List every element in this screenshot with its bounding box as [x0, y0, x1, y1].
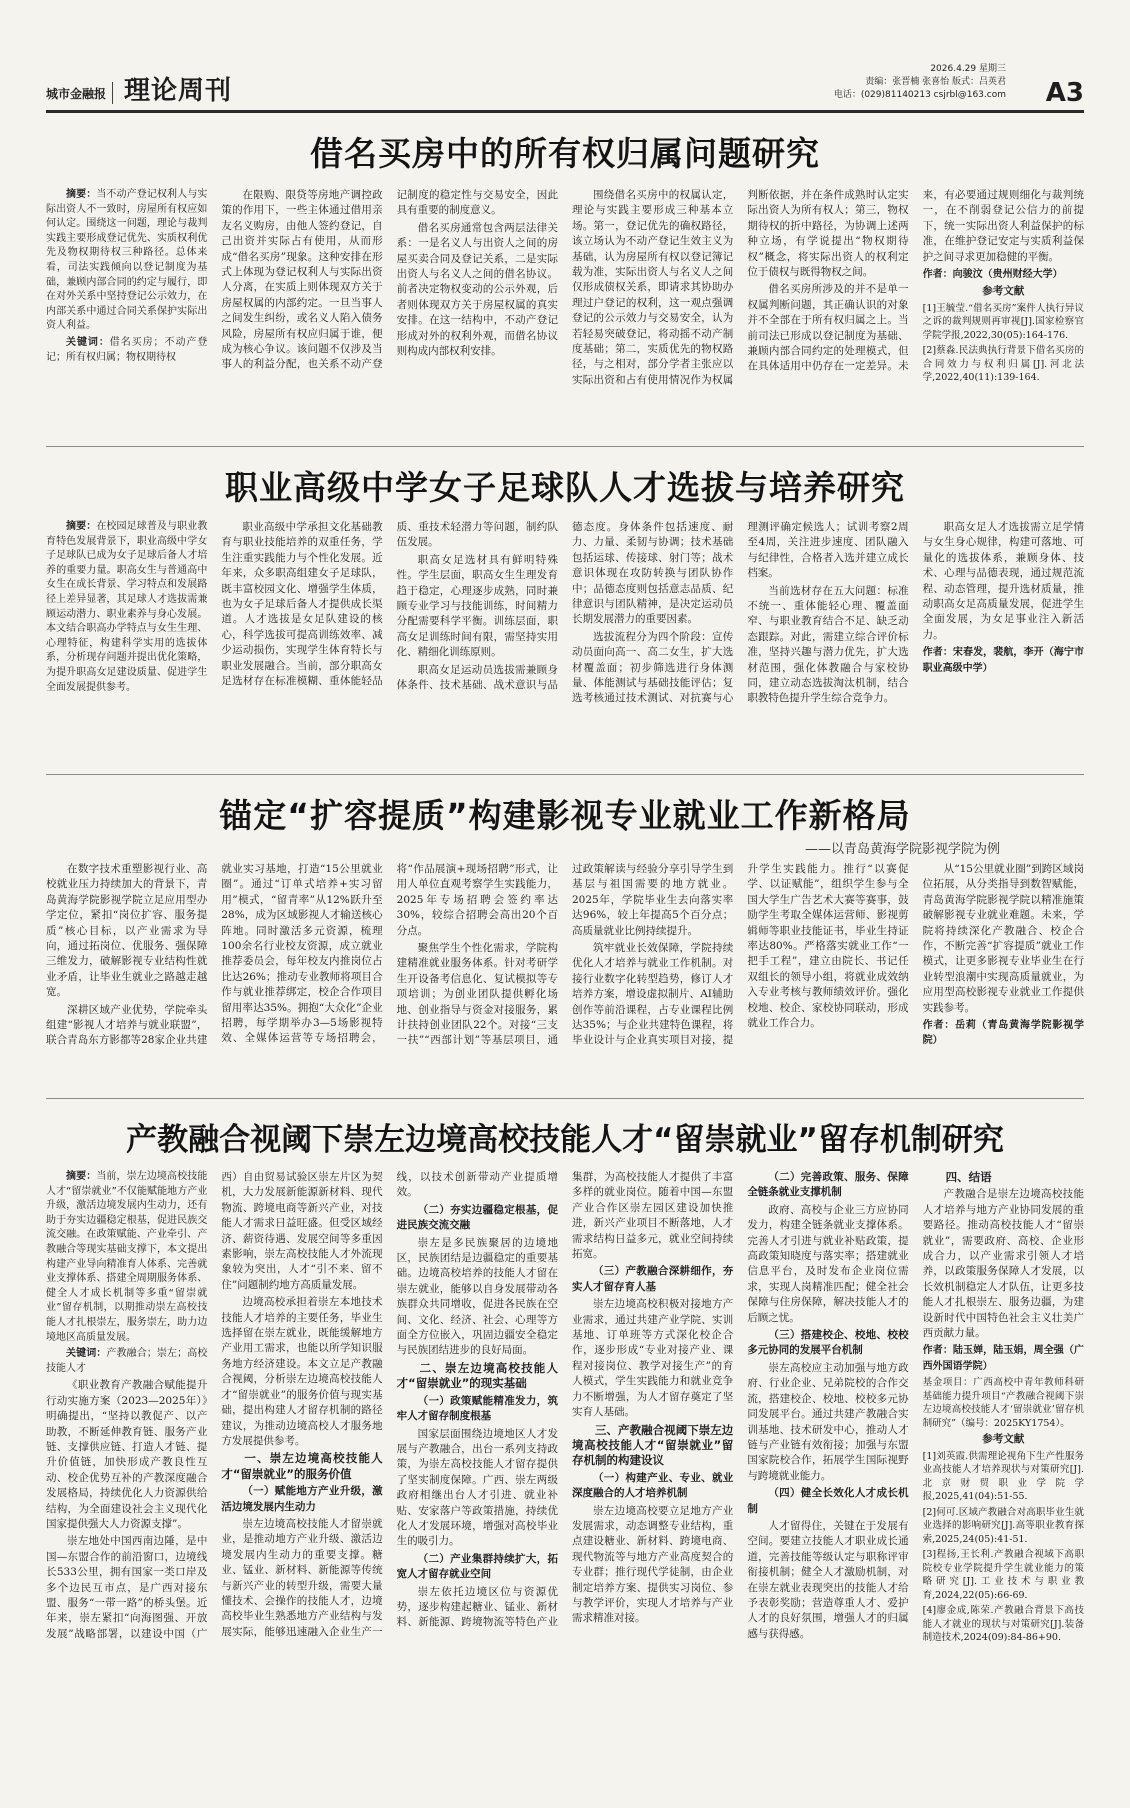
subsection-heading: （一）构建产业、专业、就业深度融合的人才培养机制: [571, 1471, 734, 1500]
contact-line: 电话：(029)81140213 csjrbl@163.com: [833, 90, 1006, 100]
paragraph: 借名买房所涉及的并不是单一权属判断问题，其正确认识的对象并不全部在于所有权归属之上。当前司法已形成以登记制度为基础、兼顾内部合同约定的处理模式，但在具体适用中仍存在一定差异。未来，有必要通过规则细化与裁判统一，在不削弱登记公信力的前提下，统一实际出资人利益保护的标准，在维护登记安定与实质利益保护之间寻求更加稳健的平衡。: [747, 189, 1084, 373]
subsection-heading: （一）赋能地方产业升级，激活边境发展内生动力: [221, 1485, 383, 1513]
paragraph: 职业高级中学承担文化基础教育与职业技能培养的双重任务，学生注重实践能力与个性化发展。近年来，众多职高组建女子足球队，既丰富校园文化、增强学生体质，也为女子足球后备人才提供成长渠道。人才选拔是女足队建设的核心，科学选拔可提高训练效率、减少运动损伤，实现学生体育特长与职业发展融合。当前，部分职高女足选材存在标准模糊、重体能轻品质、重技术轻潜力等问题，制约队伍发展。: [221, 521, 558, 688]
paragraph: 借名买房通常包含两层法律关系：一是名义人与出资人之间的房屋买卖合同及登记关系，二是实际出资人与名义人之间的借名协议。前者决定物权变动的公示外观，后者则体现双方关于房屋权属的真实安排。在这一结构中，不动产登记形成对外的权利外观，而借名协议则构成内部权利安排。: [396, 221, 558, 358]
reference-item: [2]何可.区域产教融合对高职毕业生就业选择的影响研究[J].高等职业教育探索,2025,24(05):41-51.: [922, 1506, 1084, 1545]
reference-item: [3]程扬,王长利.产教融合视域下高职院校专业学院提升学生就业能力的策略研究[J].工业技术与职业教育,2024,22(05):66-69.: [922, 1549, 1084, 1601]
paragraph: 职高女足选材具有鲜明特殊性。学生层面，职高女生生理发育趋于稳定，心理逐步成熟，同时兼顾专业学习与技能训练，时间精力分配需要科学平衡。训练层面，职高女足训练时间有限，需坚持实用化、精细化训练原则。: [396, 553, 558, 659]
paragraph: 聚焦学生个性化需求，学院构建精准就业服务体系。针对考研学生开设备考信息化、复试模拟等专项培训；为创业团队提供孵化场地、创业指导与资金对接服务，累计扶持创业团队22个。对接“三支一扶”“西部计划”等基层项目，通过政策解读与经验分享引导学生到基层与祖国需要的地方就业。2025年，学院毕业生去向落实率达96%，较上年提高5个百分点；高质量就业比例持续提升。: [396, 863, 734, 1047]
paragraph: 国家层面围绕边境地区人才发展与产教融合，出台一系列支持政策，为崇左高校技能人才留存提供了坚实制度保障。广西、崇左两级政府相继出台人才引进、就业补贴、安家落户等政策措施，持续优化人才发展环境，增强对高校毕业生的吸引力。: [396, 1427, 558, 1548]
subsection-heading: （三）搭建校企、校地、校校多元协同的发展平台机制: [747, 1329, 909, 1357]
paragraph: 围绕借名买房中的权属认定，理论与实践主要形成三种基本立场。第一，登记优先的确权路径，该立场认为不动产登记生效主义为基础，认为房屋所有权以登记簿记载为准，实际出资人与名义人之间仅形成债权关系，即请求其协助办理过户登记的权利，这一观点强调登记的公示效力与交易安全，认为若轻易突破登记，将动摇不动产制度基础；第二，实质优先的物权路径，与之相对，部分学者主张应以实际出资和占有使用情况作为权属判断依据，并在条件成熟时认定实际出资人为所有权人；第三，物权期待权的折中路径，为协调上述两种立场，有学说提出“物权期待权”概念，将实际出资人的权利定位于债权与既得物权之间。: [571, 189, 909, 386]
paragraph: 崇左是多民族聚居的边境地区，民族团结是边疆稳定的重要基础。边境高校培养的技能人才留在崇左就业，能够以自身发展带动各族群众共同增收，促进各民族在空间、文化、经济、社会、心理等方面全方位嵌入，巩固边疆安全稳定与民族团结进步的良好局面。: [396, 1236, 558, 1357]
section-heading: 二、崇左边境高校技能人才“留崇就业”的现实基础: [396, 1360, 558, 1391]
fund-note: 基金项目：广西高校中青年教师科研基础能力提升项目“产教融合视阈下崇左边境高校技能人才‘留崇就业’留存机制研究”（编号：2025KY1754）。: [922, 1377, 1084, 1429]
article-2-body: 摘要：在校园足球普及与职业教育特色发展背景下，职业高级中学女子足球队已成为女子足球后备人才培养的重要力量。职高女生与普通高中女生在成长背景、学习特点和发展路径上差异显著，其足球人才选拔需兼顾运动潜力、职业素养与身心发展。本文结合职高办学特点与女生生理、心理特征，构建科学实用的选拔体系，分析现存问题并提出优化策略，为提升职高女足建设质量、促进学生全面发展提供参考。 职业高级中学承担文化基础教育与职业技能培养的双重任务，学生注重实践能力与个性化发展。近年来，众多职高组建女子足球队，既丰富校园文化、增强学生体质，也为女子足球后备人才提供成长渠道。人才选拔是女足队建设的核心，科学选拔可提高训练效率、减少运动损伤，实现学生体育特长与职业发展融合。当前，部分职高女足选材存在标准模糊、重体能轻品质、重技术轻潜力等问题，制约队伍发展。 职高女足选材具有鲜明特殊性。学生层面，职高女生生理发育趋于稳定，心理逐步成熟，同时兼顾专业学习与技能训练，时间精力分配需要科学平衡。训练层面，职高女足训练时间有限，需坚持实用化、精细化训练原则。 职高女足运动员选拔需兼顾身体条件、技术基础、战术意识与品德态度。身体条件包括速度、耐力、力量、柔韧与协调；技术基础包括运球、传接球、射门等；战术意识体现在攻防转换与团队协作中；品德态度则包括意志品质、纪律意识与团队精神，是决定运动员长期发展潜力的重要因素。 选拔流程分为四个阶段：宣传动员面向高一、高二女生，扩大选材覆盖面；初步筛选进行身体测量、体能测试与基础技能评估；复选考核通过技术测试、对抗赛与心理测评确定候选人；试训考察2周至4周，关注进步速度、团队融入与纪律性，合格者入选并建立成长档案。 当前选材存在五大问题：标准不统一、重体能轻心理、覆盖面窄、与职业教育结合不足、缺乏动态跟踪。对此，需建立综合评价标准，坚持兴趣与潜力优先，扩大选材范围，强化体教融合与家校协同，建立动态选拔淘汰机制，结合职教特色提升学生综合竞争力。 职高女足人才选拔需立足学情与女生身心规律，构建可落地、可量化的选拔体系，兼顾身体、技术、心理与品德表现，通过规范流程、动态管理，提升选材质量，推动职高女足高质量发展，促进学生全面发展，为女足事业注入新活力。 作者：宋春发，裴航，李开（海宁市职业高级中学）: [46, 520, 1084, 766]
section-heading: 三、产教融合视阈下崇左边境高校技能人才“留崇就业”留存机制的构建设议: [571, 1422, 734, 1468]
article-1-title: 借名买房中的所有权归属问题研究: [310, 134, 820, 173]
paragraph: 产教融合是崇左边境高校技能人才培养与地方产业协同发展的重要路径。推动高校技能人才“留崇就业”，需要政府、高校、企业形成合力，以产业需求引领人才培养，以政策服务保障人才发展，以长效机制稳定人才队伍，让更多技能人才扎根崇左、服务边疆，为建设新时代中国特色社会主义壮美广西贡献力量。: [922, 1188, 1084, 1340]
divider: [46, 774, 1084, 775]
subsection-heading: （二）产业集群持续扩大，拓宽人才留存就业空间: [396, 1552, 558, 1581]
article-3-author: 作者：岳莉（青岛黄海学院影视学院）: [922, 1020, 1084, 1047]
paragraph: 在限购、限贷等房地产调控政策的作用下，一些主体通过借用亲友名义购房，由他人签约登记，自己出资并实际占有使用，从而形成“借名买房”现象。这种安排在形式上体现为登记权利人与实际出资人分离，在实质上则体现双方关于房屋权属的内部约定。一旦当事人之间发生纠纷，或名义人陷入债务风险，房屋所有权应归属于谁，便成为核心争议。该问题不仅涉及当事人的利益分配，也关系不动产登记制度的稳定性与交易安全，因此具有重要的制度意义。: [221, 189, 558, 371]
article-3-body: [46, 862, 1084, 1090]
reference-item: [1]王毓莹.“借名买房”案件人执行异议之诉的裁判规则再审视[J].国家检察官学院学报,2022,30(05):164-176.: [922, 302, 1084, 341]
article-4-keywords: 产教融合；崇左；高校技能人才: [46, 1348, 208, 1374]
subsection-heading: （二）完善政策、服务、保障全链条就业支撑机制: [747, 1171, 909, 1199]
section-heading: 四、结语: [945, 1170, 992, 1184]
reference-item: [2]蔡淼.民法典执行背景下借名买房的合同效力与权利归属[J].河北法学,2022,40(11):139-164.: [922, 345, 1084, 384]
article-1-author: 作者：向骏汶（贵州财经大学）: [922, 269, 1063, 281]
brand-name: 城市金融报: [46, 87, 107, 101]
paragraph: 崇左边境高校要立足地方产业发展需求，动态调整专业结构，重点建设糖业、新材料、跨境电商、现代物流等与地方产业高度契合的专业群；推行现代学徒制，由企业制定培养方案、提供实习岗位、参与教学评价，实现人才培养与产业需求精准对接。: [571, 1504, 734, 1625]
article-4-author: 作者：陆玉婵，陆玉娟，周全强（广西外国语学院）: [922, 1345, 1084, 1372]
paragraph: 崇左边境高校技能人才留崇就业，是推动地方产业升级、激活边境发展内生动力的重要支撑。糖业、锰业、新材料、新能源等传统与新兴产业的转型升级，需要大量懂技术、会操作的技能人才，边境高校毕业生熟悉地方产业结构与发展实际，能够迅速融入企业生产一线，以技术创新带动产业提质增效。: [221, 1171, 558, 1638]
article-1-keywords: 借名买房；不动产登记；所有权归属；物权期待权: [46, 336, 208, 363]
paragraph: 崇左地处中国西南边陲，是中国—东盟合作的前沿窗口，边境线长533公里，拥有国家一类口岸及多个边民互市点，是广西对接东盟、服务“一带一路”的桥头堡。近年来，崇左紧扣“向海图强、开放发展”战略部署，以建设中国（广西）自由贸易试验区崇左片区为契机，大力发展新能源新材料、现代物流、跨境电商等新兴产业，对技能人才需求日益旺盛。但受区域经济、薪资待遇、发展空间等多重因素影响，崇左高校技能人才外流现象较为突出，人才“引不来、留不住”问题制约地方高质量发展。: [46, 1171, 383, 1640]
paragraph: 当前选材存在五大问题：标准不统一、重体能轻心理、覆盖面窄、与职业教育结合不足、缺乏动态跟踪。对此，需建立综合评价标准，坚持兴趣与潜力优先，扩大选材范围，强化体教融合与家校协同，建立动态选拔淘汰机制，结合职教特色提升学生综合竞争力。: [747, 584, 909, 705]
article-2-author: 作者：宋春发，裴航，李开（海宁市职业高级中学）: [922, 647, 1084, 674]
reference-item: [4]廖金成,陈荣.产教融合背景下高技能人才就业的现状与对策研究[J].装备制造技术,2024(09):84-86+90.: [922, 1605, 1084, 1644]
paragraph: 职高女足人才选拔需立足学情与女生身心规律，构建可落地、可量化的选拔体系，兼顾身体、技术、心理与品德表现，通过规范流程、动态管理，提升选材质量，推动职高女足高质量发展，促进学生全面发展，为女足事业注入新活力。: [922, 521, 1084, 641]
paragraph: 从“15公里就业圈”到跨区域岗位拓展，从分类指导到数智赋能，青岛黄海学院影视学院以精准施策破解影视专业就业难题。未来，学院将持续深化产教融合、校企合作，不断完善“扩容提质”就业工作模式，让更多影视专业毕业生在行业转型浪潮中实现高质量就业，为应用型高校影视专业就业工作提供实践参考。: [922, 863, 1084, 1014]
article-4-title: 产教融合视阈下崇左边境高校技能人才“留崇就业”留存机制研究: [126, 1122, 1004, 1158]
article-2-title: 职业高级中学女子足球队人才选拔与培养研究: [225, 468, 905, 507]
article-1-body: 摘要：当不动产登记权利人与实际出资人不一致时，房屋所有权应如何认定。围绕这一问题，理论与裁判实践主要形成登记优先、实质权利优先及物权期待权三种路径。总体来看，司法实践倾向以登记制度为基础，兼顾内部合同的约定与履行，即在对外关系中坚持登记公示效力，在内部关系中通过合同关系保护实际出资人利益。 关键词：借名买房；不动产登记；所有权归属；物权期待权 在限购、限贷等房地产调控政策的作用下，一些主体通过借用亲友名义购房，由他人签约登记，自己出资并实际占有使用，从而形成“借名买房”现象。这种安排在形式上体现为登记权利人与实际出资人分离，在实质上则体现双方关于房屋权属的内部约定。一旦当事人之间发生纠纷，或名义人陷入债务风险，房屋所有权应归属于谁，便成为核心争议。该问题不仅涉及当事人的利益分配，也关系不动产登记制度的稳定性与交易安全，因此具有重要的制度意义。 借名买房通常包含两层法律关系：一是名义人与出资人之间的房屋买卖合同及登记关系，二是实际出资人与名义人之间的借名协议。前者决定物权变动的公示外观，后者则体现双方关于房屋权属的真实安排。在这一结构中，不动产登记形成对外的权利外观，而借名协议则构成内部权利安排。 围绕借名买房中的权属认定，理论与实践主要形成三种基本立场。第一，登记优先的确权路径，该立场认为不动产登记生效主义为基础，认为房屋所有权以登记簿记载为准，实际出资人与名义人之间仅形成债权关系，即请求其协助办理过户登记的权利，这一观点强调登记的公示效力与交易安全，认为若轻易突破登记，将动摇不动产制度基础；第二，实质优先的物权路径，与之相对，部分学者主张应以实际出资和占有使用情况作为权属判断依据，并在条件成熟时认定实际出资人为所有权人；第三，物权期待权的折中路径，为协调上述两种立场，有学说提出“物权期待权”概念，将实际出资人的权利定位于债权与既得物权之间。 借名买房所涉及的并不是单一权属判断问题，其正确认识的对象并不全部在于所有权归属之上。当前司法已形成以登记制度为基础、兼顾内部合同约定的处理模式，但在具体适用中仍存在一定差异。未来，有必要通过规则细化与裁判统一，在不削弱登记公信力的前提下，统一实际出资人利益保护的标准，在维护登记安定与实质利益保护之间寻求更加稳健的平衡。 作者：向骏汶（贵州财经大学） 参考文献 [1]王毓莹.“借名买房”案件人执行异议之诉的裁判规则再审视[J].国家检察官学院学报,2022,30(05):164-176. [2]蔡淼.民法典执行背景下借名买房的合同效力与权利归属[J].河北法学,2022,40(11):139-164.: [46, 188, 1084, 440]
section-heading: 一、崇左边境高校技能人才“留崇就业”的服务价值: [221, 1451, 383, 1481]
subsection-heading: （二）夯实边疆稳定根基，促进民族交流交融: [396, 1203, 558, 1232]
paragraph: 在数字技术重塑影视行业、高校就业压力持续加大的背景下，青岛黄海学院影视学院立足应用型办学定位，紧扣“岗位扩容、服务提质”核心目标，以产业需求为导向，通过拓岗位、优服务、强保障三维发力，破解影视专业结构性就业矛盾，让毕业生就业之路越走越宽。: [46, 863, 208, 999]
article-4-refs-title: 参考文献: [982, 1433, 1025, 1446]
article-1-refs-title: 参考文献: [982, 285, 1025, 298]
page-number: A3: [1045, 78, 1084, 108]
reference-item: [1]刘英霞.供需理论视角下生产性服务业高技能人才培养现状与对策研究[J].北京财贸职业学院学报,2025,41(04):51-55.: [922, 1450, 1084, 1503]
article-3-title: 锚定“扩容提质”构建影视专业就业工作新格局: [219, 796, 911, 835]
paragraph: 政府、高校与企业三方应协同发力，构建全链条就业支撑体系。完善人才引进与就业补贴政策，提高政策知晓度与落实率；搭建就业信息平台，及时发布企业岗位需求，实现人岗精准匹配；健全社会保障与住房保障，解决技能人才的后顾之忧。: [747, 1203, 909, 1324]
paragraph: 《职业教育产教融合赋能提升行动实施方案（2023—2025年）》明确提出，“坚持以教促产、以产助教，不断延伸教育链、服务产业链、支撑供应链、打造人才链、提升价值链，加快形成产教良性互动、校企优势互补的产教深度融合发展格局，持续优化人力资源供给结构，为全面建设社会主义现代化国家提供强大人力资源支撑”。: [46, 1379, 208, 1530]
masthead: [46, 48, 1084, 113]
article-3-subtitle: ——以青岛黄海学院影视学院为例: [804, 842, 1000, 857]
issue-date: 2026.4.29 星期三: [930, 64, 1006, 74]
paragraph: 边境高校承担着崇左本地技术技能人才培养的主要任务，毕业生选择留在崇左就业，既能缓解地方产业用工需求，也能以所学知识服务地方经济建设。本文立足产教融合视阈，分析崇左边境高校技能人才“留崇就业”的服务价值与现实基础，提出构建人才留存机制的路径建议，为推动边境高校人才服务地方发展提供参考。: [221, 1296, 383, 1447]
divider: [46, 1098, 1084, 1099]
paragraph: 崇左边境高校积极对接地方产业需求，通过共建产业学院、实训基地、订单班等方式深化校企合作，逐步形成“专业对接产业、课程对接岗位、教学对接生产”的育人模式，学生实践能力和就业竞争力不断增强，为人才留存奠定了坚实育人基础。: [571, 1298, 734, 1419]
subsection-heading: （一）政策赋能精准发力，筑牢人才留存制度根基: [396, 1394, 558, 1423]
paragraph: 崇左依托边境区位与资源优势，逐步构建起糖业、锰业、新材料、新能源、跨境物流等特色产业集群，为高校技能人才提供了丰富多样的就业岗位。随着中国—东盟产业合作区崇左园区建设加快推进，新兴产业项目不断落地，人才需求结构日益多元，就业空间持续拓宽。: [396, 1171, 734, 1629]
divider: [46, 446, 1084, 447]
masthead-divider: [112, 82, 113, 104]
subsection-heading: （四）健全长效化人才成长机制: [747, 1487, 909, 1515]
section-title: 理论周刊: [124, 76, 233, 106]
editors-line: 责编：张晋楠 张喜怡 版式：吕英君: [865, 77, 1006, 87]
paragraph: 选拔流程分为四个阶段：宣传动员面向高一、高二女生，扩大选材覆盖面；初步筛选进行身体测量、体能测试与基础技能评估；复选考核通过技术测试、对抗赛与心理测评确定候选人；试训考察2周至4周，关注进步速度、团队融入与纪律性，合格者入选并建立成长档案。: [571, 521, 909, 705]
article-4-body: 摘要：当前，崇左边境高校技能人才“留崇就业”不仅能赋能地方产业升级，激活边境发展内生动力，还有助于夯实边疆稳定根基，促进民族交流交融。在政策赋能、产业牵引、产教融合等现实基础支撑下，本文提出构建产业导向精准育人体系、完善就业支撑体系、搭建全周期服务体系、健全人才成长机制等多重“留崇就业”留存机制，以期推动崇左高校技能人才扎根崇左，服务崇左，助力边境地区高质量发展。 关键词：产教融合；崇左；高校技能人才 《职业教育产教融合赋能提升行动实施方案（2023—2025年）》明确提出，“坚持以教促产、以产助教，不断延伸教育链、服务产业链、支撑供应链、打造人才链、提升价值链，加快形成产教良性互动、校企优势互补的产教深度融合发展格局，持续优化人力资源供给结构，为全面建设社会主义现代化国家提供强大人力资源支撑”。 崇左地处中国西南边陲，是中国—东盟合作的前沿窗口，边境线长533公里，拥有国家一类口岸及多个边民互市点，是广西对接东盟、服务“一带一路”的桥头堡。近年来，崇左紧扣“向海图强、开放发展”战略部署，以建设中国（广西）自由贸易试验区崇左片区为契机，大力发展新能源新材料、现代物流、跨境电商等新兴产业，对技能人才需求日益旺盛。但受区域经济、薪资待遇、发展空间等多重因素影响，崇左高校技能人才外流现象较为突出，人才“引不来、留不住”问题制约地方高质量发展。 边境高校承担着崇左本地技术技能人才培养的主要任务，毕业生选择留在崇左就业，既能缓解地方产业用工需求，也能以所学知识服务地方经济建设。本文立足产教融合视阈，分析崇左边境高校技能人才“留崇就业”的服务价值与现实基础，提出构建人才留存机制的路径建议，为推动边境高校人才服务地方发展提供参考。 一、崇左边境高校技能人才“留崇就业”的服务价值 （一）赋能地方产业升级，激活边境发展内生动力 崇左边境高校技能人才留崇就业，是推动地方产业升级、激活边境发展内生动力的重要支撑。糖业、锰业、新材料、新能源等传统与新兴产业的转型升级，需要大量懂技术、会操作的技能人才，边境高校毕业生熟悉地方产业结构与发展实际，能够迅速融入企业生产一线，以技术创新带动产业提质增效。 （二）夯实边疆稳定根基，促进民族交流交融 崇左是多民族聚居的边境地区，民族团结是边疆稳定的重要基础。边境高校培养的技能人才留在崇左就业，能够以自身发展带动各族群众共同增收，促进各民族在空间、文化、经济、社会、心理等方面全方位嵌入，巩固边疆安全稳定与民族团结进步的良好局面。 二、崇左边境高校技能人才“留崇就业”的现实基础 （一）政策赋能精准发力，筑牢人才留存制度根基 国家层面围绕边境地区人才发展与产教融合，出台一系列支持政策，为崇左高校技能人才留存提供了坚实制度保障。广西、崇左两级政府相继出台人才引进、就业补贴、安家落户等政策措施，持续优化人才发展环境，增强对高校毕业生的吸引力。 （二）产业集群持续扩大，拓宽人才留存就业空间 崇左依托边境区位与资源优势，逐步构建起糖业、锰业、新材料、新能源、跨境物流等特色产业集群，为高校技能人才提供了丰富多样的就业岗位。随着中国—东盟产业合作区崇左园区建设加快推进，新兴产业项目不断落地，人才需求结构日益多元，就业空间持续拓宽。 （三）产教融合深耕细作，夯实人才留存育人基 崇左边境高校积极对接地方产业需求，通过共建产业学院、实训基地、订单班等方式深化校企合作，逐步形成“专业对接产业、课程对接岗位、教学对接生产”的育人模式，学生实践能力和就业竞争力不断增强，为人才留存奠定了坚实育人基础。 三、产教融合视阈下崇左边境高校技能人才“留崇就业”留存机制的构建设议 （一）构建产业、专业、就业深度融合的人才培养机制 崇左边境高校要立足地方产业发展需求，动态调整专业结构，重点建设糖业、新材料、跨境电商、现代物流等与地方产业高度契合的专业群；推行现代学徒制，由企业制定培养方案、提供实习岗位、参与教学评价，实现人才培养与产业需求精准对接。 （二）完善政策、服务、保障全链条就业支撑机制 政府、高校与企业三方应协同发力，构建全链条就业支撑体系。完善人才引进与就业补贴政策，提高政策知晓度与落实率；搭建就业信息平台，及时发布企业岗位需求，实现人岗精准匹配；健全社会保障与住房保障，解决技能人才的后顾之忧。 （三）搭建校企、校地、校校多元协同的发展平台机制 崇左高校应主动加强与地方政府、行业企业、兄弟院校的合作交流，搭建校企、校地、校校多元协同发展平台。通过共建产教融合实训基地、技术研发中心，推动人才链与产业链有效衔接；加强与东盟国家院校合作，拓展学生国际视野与跨境就业能力。 （四）健全长效化人才成长机制 人才留得住，关键在于发展有空间。要建立技能人才职业成长通道，完善技能等级认定与职称评审衔接机制；健全人才激励机制，对在崇左就业表现突出的技能人才给予表彰奖励；营造尊重人才、爱护人才的良好氛围，增强人才的归属感与获得感。 四、结语 产教融合是崇左边境高校技能人才培养与地方产业协同发展的重要路径。推动高校技能人才“留崇就业”，需要政府、高校、企业形成合力，以产业需求引领人才培养，以政策服务保障人才发展，以长效机制稳定人才队伍，让更多技能人才扎根崇左、服务边疆，为建设新时代中国特色社会主义壮美广西贡献力量。 作者：陆玉婵，陆玉娟，周全强（广西外国语学院） 基金项目：广西高校中青年教师科研基础能力提升项目“产教融合视阈下崇左边境高校技能人才‘留崇就业’留存机制研究”（编号：2025KY1754）。 参考文献 [1]刘英霞.供需理论视角下生产性服务业高技能人才培养现状与对策研究[J].北京财贸职业学院学报,2025,41(04):51-55. [2]何可.区域产教融合对高职毕业生就业选择的影响研究[J].高等职业教育探索,2025,24(05):41-51. [3]程扬,王长利.产教融合视域下高职院校专业学院提升学生就业能力的策略研究[J].工业技术与职业教育,2024,22(05):66-69. [4]廖金成,陈荣.产教融合背景下高技能人才就业的现状与对策研究[J].装备制造技术,2024(09):84-86+90.: [46, 1170, 1084, 1644]
paragraph: 人才留得住，关键在于发展有空间。要建立技能人才职业成长通道，完善技能等级认定与职称评审衔接机制；健全人才激励机制，对在崇左就业表现突出的技能人才给予表彰奖励；营造尊重人才、爱护人才的良好氛围，增强人才的归属感与获得感。: [747, 1519, 909, 1640]
article-4-abstract: 当前，崇左边境高校技能人才“留崇就业”不仅能赋能地方产业升级，激活边境发展内生动力，还有助于夯实边疆稳定根基，促进民族交流交融。在政策赋能、产业牵引、产教融合等现实基础支撑下，本文提出构建产业导向精准育人体系、完善就业支撑体系、搭建全周期服务体系、健全人才成长机制等多重“留崇就业”留存机制，以期推动崇左高校技能人才扎根崇左，服务崇左，助力边境地区高质量发展。: [46, 1171, 208, 1343]
article-2-abstract: 在校园足球普及与职业教育特色发展背景下，职业高级中学女子足球队已成为女子足球后备人才培养的重要力量。职高女生与普通高中女生在成长背景、学习特点和发展路径上差异显著，其足球人才选拔需兼顾运动潜力、职业素养与身心发展。本文结合职高办学特点与女生生理、心理特征，构建科学实用的选拔体系，分析现存问题并提出优化策略，为提升职高女足建设质量、促进学生全面发展提供参考。: [46, 521, 208, 693]
paragraph: 职高女足运动员选拔需兼顾身体条件、技术基础、战术意识与品德态度。身体条件包括速度、耐力、力量、柔韧与协调；技术基础包括运球、传接球、射门等；战术意识体现在攻防转换与团队协作中；品德态度则包括意志品质、纪律意识与团队精神，是决定运动员长期发展潜力的重要因素。: [396, 521, 734, 692]
paragraph: 筑牢就业长效保障，学院持续优化人才培养与就业工作机制。对接行业数字化转型趋势，修订人才培养方案，增设虚拟制片、AI辅助创作等前沿课程，占专业课程比例达35%；与企业共建特色课程，将毕业设计与企业真实项目对接，提升学生实践能力。推行“以赛促学、以证赋能”，组织学生参与全国大学生广告艺术大赛等赛事，鼓励学生考取全媒体运营师、影视剪辑师等职业技能证书，毕业生持证率达80%。严格落实就业工作“一把手工程”，建立由院长、书记任双组长的领导小组，将就业成效纳入专业考核与教师绩效评价。强化校地、校企、家校协同联动，形成就业工作合力。: [571, 863, 909, 1047]
subsection-heading: （三）产教融合深耕细作，夯实人才留存育人基: [571, 1265, 734, 1293]
masthead-meta: [834, 63, 1006, 102]
paragraph: 深耕区域产业优势，学院牵头组建“影视人才培养与就业联盟”，联合青岛东方影都等28家企业共建就业实习基地，打造“15公里就业圈”。通过“订单式培养+实习留用”模式，“留青率”从12%跃升至28%，成为区域影视人才输送核心阵地。同时激活多元资源，梳理100余名行业校友资源，成立就业推荐委员会，每年校友内推岗位占比达26%；推动专业教师将项目合作与就业推荐绑定，校企合作项目留用率达35%。拥抱“大众化”企业招聘，每学期举办3—5场影视特效、全媒体运营等专场招聘会，将“作品展演+现场招聘”形式，让用人单位直观考察学生实践能力，2025年专场招聘会签约率达30%，较综合招聘会高出20个百分点。: [46, 863, 558, 1047]
article-1-abstract: 当不动产登记权利人与实际出资人不一致时，房屋所有权应如何认定。围绕这一问题，理论与裁判实践主要形成登记优先、实质权利优先及物权期待权三种路径。总体来看，司法实践倾向以登记制度为基础，兼顾内部合同的约定与履行，即在对外关系中坚持登记公示效力，在内部关系中通过合同关系保护实际出资人利益。: [46, 189, 208, 332]
paragraph: 崇左高校应主动加强与地方政府、行业企业、兄弟院校的合作交流，搭建校企、校地、校校多元协同发展平台。通过共建产教融合实训基地、技术研发中心，推动人才链与产业链有效衔接；加强与东盟国家院校合作，拓展学生国际视野与跨境就业能力。: [747, 1361, 909, 1482]
